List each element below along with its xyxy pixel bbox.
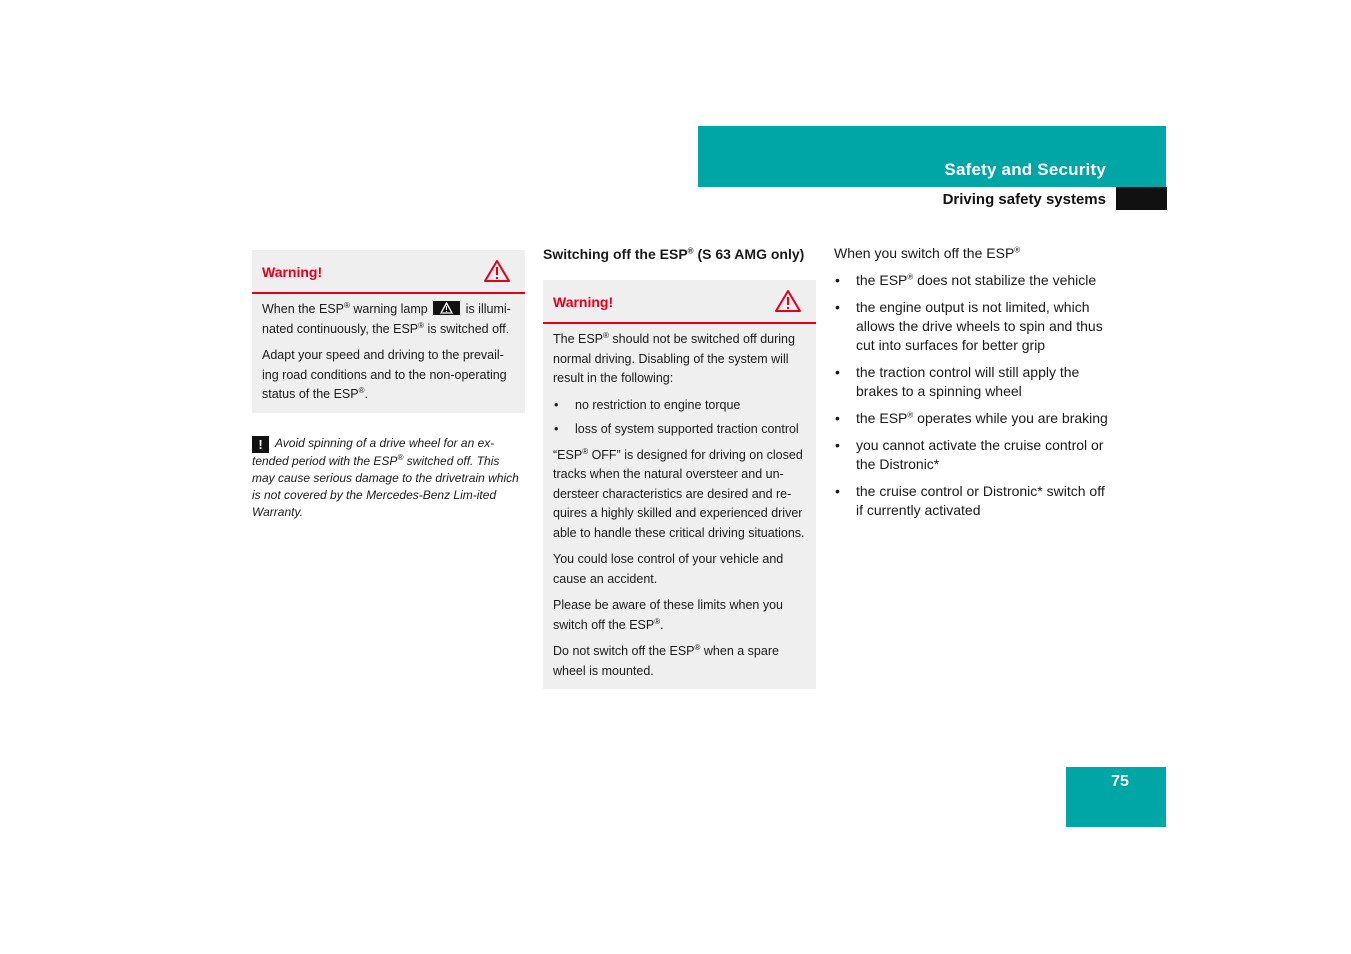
warning-body <box>543 324 816 689</box>
consequence-list <box>553 396 806 440</box>
damage-note: ! Avoid spinning of a drive wheel for an ex-tended period with the ESP® switched off. This may cause serious damage to the drivetrain which is not covered by the Mercedes-Benz Lim-ited Warranty. <box>252 435 519 519</box>
warning-paragraph: Please be aware of these limits when you switch off the ESP®. <box>553 598 783 632</box>
list-item: • the engine output is not limited, which allows the drive wheels to spin and thus cut into surfaces for better grip <box>834 298 1114 355</box>
section-heading: Switching off the ESP® (S 63 AMG only) <box>543 246 805 262</box>
warning-triangle-icon <box>483 259 511 283</box>
list-item: • you cannot activate the cruise control or the Distronic* <box>834 436 1114 474</box>
list-item: • loss of system supported traction control <box>553 420 806 440</box>
warning-body <box>252 294 525 413</box>
warning-paragraph: Adapt your speed and driving to the prevail-ing road conditions and to the non-operating status of the ESP®. <box>262 348 507 401</box>
warning-paragraph: The ESP® should not be switched off during normal driving. Disabling of the system will result in the following: <box>553 330 795 385</box>
section-tab-marker <box>1116 187 1167 210</box>
subsection-title: Driving safety systems <box>942 191 1106 208</box>
warning-header <box>252 250 525 294</box>
warning-box <box>252 250 525 413</box>
page-number: 75 <box>1111 773 1129 790</box>
exclamation-icon: ! <box>252 436 269 453</box>
warning-paragraph: When the ESP® warning lamp is illumi-nated continuously, the ESP® is switched off. <box>262 300 511 336</box>
warning-triangle-icon <box>774 289 802 313</box>
column-right <box>834 244 1114 528</box>
warning-box <box>543 280 816 689</box>
column-left <box>252 250 525 521</box>
warning-paragraph: You could lose control of your vehicle and cause an accident. <box>553 552 784 586</box>
section-title: Safety and Security <box>944 160 1106 179</box>
warning-paragraph: “ESP® OFF” is designed for driving on closed tracks when the natural oversteer and un-dersteer characteristics are desired and re-quires a highly skilled and experienced driver able to handle these critical driving situations. <box>553 446 805 540</box>
list-item: • the ESP® operates while you are braking <box>834 409 1114 428</box>
intro-text: When you switch off the ESP® <box>834 245 1021 261</box>
esp-warning-lamp-icon <box>433 301 460 315</box>
list-item: • the cruise control or Distronic* switch off if currently activated <box>834 482 1114 520</box>
list-item: • no restriction to engine torque <box>553 396 806 416</box>
warning-paragraph: Do not switch off the ESP® when a spare wheel is mounted. <box>553 642 779 678</box>
effects-list <box>834 271 1114 520</box>
list-item: • the ESP® does not stabilize the vehicle <box>834 271 1114 290</box>
warning-title: Warning! <box>553 294 614 310</box>
list-item: • the traction control will still apply the brakes to a spinning wheel <box>834 363 1114 401</box>
page-number-box <box>1066 767 1166 827</box>
warning-header <box>543 280 816 324</box>
column-middle <box>543 244 816 689</box>
warning-title: Warning! <box>262 264 323 280</box>
